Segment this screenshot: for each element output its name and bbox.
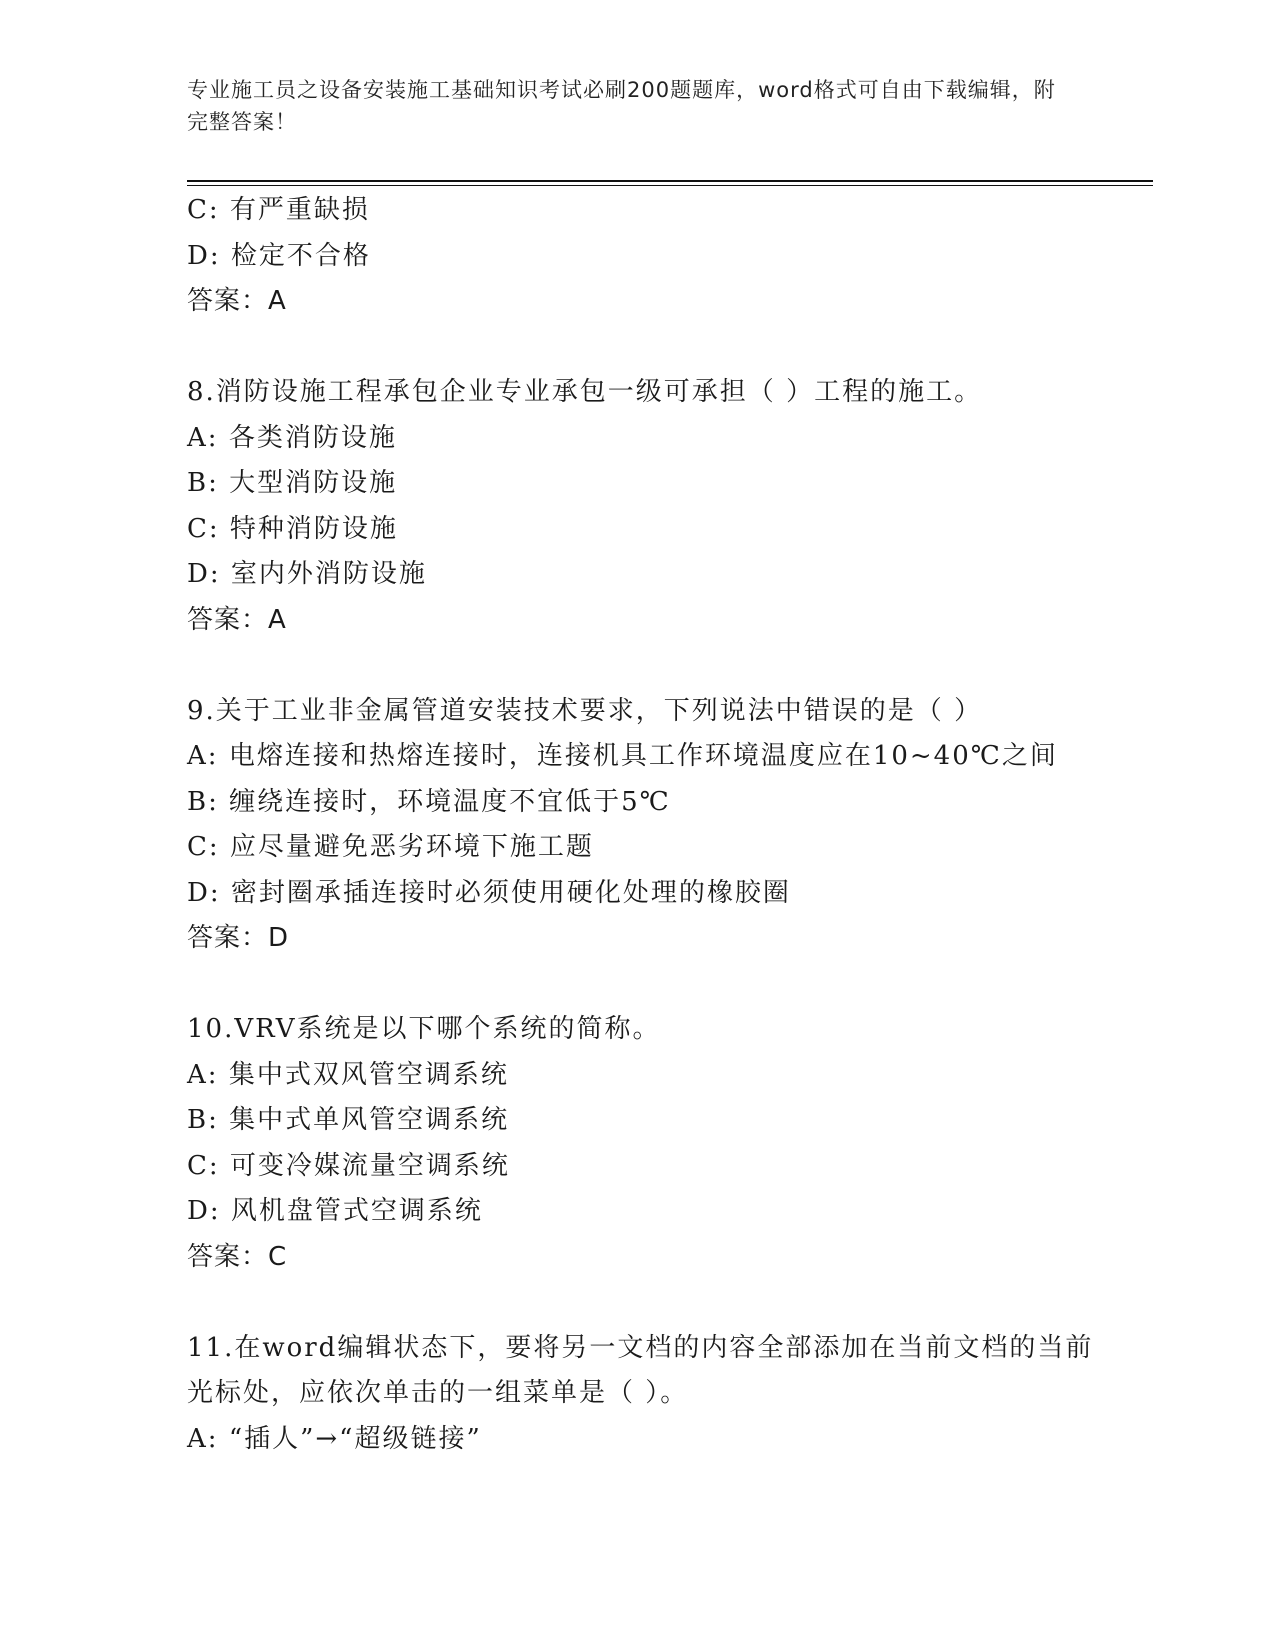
question-stem: 9.关于工业非金属管道安装技术要求，下列说法中错误的是（ ） (187, 695, 983, 726)
option-text: 缠绕连接时，环境温度不宜低于5℃ (229, 786, 671, 817)
option-text: 有严重缺损 (229, 195, 370, 225)
spacer (187, 643, 1107, 689)
option-key: C: (187, 1150, 220, 1181)
option-c (187, 188, 1107, 234)
option-key: A: (187, 741, 219, 771)
page-header (187, 74, 1067, 138)
option-key: B: (187, 1105, 219, 1135)
option-text: 集中式双风管空调系统 (228, 1059, 509, 1090)
option-text: 风机盘管式空调系统 (230, 1196, 483, 1226)
answer-line (187, 916, 1107, 962)
option-text: 应尽量避免恶劣环境下施工题 (229, 832, 594, 862)
option-c (187, 1144, 1107, 1190)
option-key: A: (187, 1423, 219, 1454)
option-key: A: (187, 1059, 219, 1090)
question-stem: 11.在word编辑状态下，要将另一文档的内容全部添加在当前文档的当前光标处，应依次单击的一组菜单是（ ）。 (187, 1332, 1094, 1408)
option-text: 特种消防设施 (229, 513, 398, 544)
option-key: B: (187, 468, 219, 498)
answer-value: A (268, 286, 287, 316)
option-b (187, 461, 1107, 507)
header-rule-thick (187, 180, 1153, 182)
spacer (187, 962, 1107, 1008)
option-text: 集中式单风管空调系统 (229, 1105, 510, 1135)
answer-label: 答案： (187, 604, 269, 635)
option-text: 室内外消防设施 (230, 559, 427, 589)
option-key: D: (187, 240, 221, 271)
answer-value: C (268, 1241, 288, 1272)
option-text: 大型消防设施 (229, 468, 398, 498)
option-text: 电熔连接和热熔连接时，连接机具工作环境温度应在10~40℃之间 (228, 741, 1058, 771)
option-key: D: (187, 559, 221, 589)
option-c (187, 825, 1107, 871)
question-content (187, 188, 1107, 1462)
answer-label: 答案： (187, 1241, 269, 1272)
answer-line (187, 279, 1107, 325)
option-a (187, 1417, 1107, 1463)
document-title: 专业施工员之设备安装施工基础知识考试必刷200题题库，word格式可自由下载编辑，附完整答案！ (187, 78, 1056, 134)
option-d (187, 871, 1107, 917)
option-b (187, 780, 1107, 826)
question-stem: 8.消防设施工程承包企业专业承包一级可承担（ ）工程的施工。 (187, 377, 983, 407)
option-b (187, 1098, 1107, 1144)
option-text: 可变冷媒流量空调系统 (229, 1150, 510, 1181)
option-key: C: (187, 195, 220, 225)
answer-label: 答案： (187, 286, 269, 316)
option-key: C: (187, 513, 220, 544)
header-rule-thin (187, 185, 1153, 186)
option-key: B: (187, 786, 219, 817)
option-d (187, 234, 1107, 280)
option-text: 检定不合格 (230, 240, 371, 271)
option-key: D: (187, 877, 221, 908)
option-a (187, 1053, 1107, 1099)
question-stem: 10.VRV系统是以下哪个系统的简称。 (187, 1014, 661, 1044)
option-key: C: (187, 832, 220, 862)
option-key: D: (187, 1196, 221, 1226)
answer-value: A (268, 604, 287, 635)
option-text: 密封圈承插连接时必须使用硬化处理的橡胶圈 (230, 877, 791, 908)
option-text: 各类消防设施 (228, 422, 397, 453)
option-a (187, 416, 1107, 462)
option-a (187, 734, 1107, 780)
option-d (187, 1189, 1107, 1235)
spacer (187, 325, 1107, 371)
option-d (187, 552, 1107, 598)
answer-label: 答案： (187, 923, 269, 953)
option-text: “插人”→“超级链接” (228, 1423, 482, 1454)
option-c (187, 507, 1107, 553)
spacer (187, 1280, 1107, 1326)
answer-value: D (268, 923, 290, 953)
answer-line (187, 1235, 1107, 1281)
option-key: A: (187, 422, 219, 453)
answer-line (187, 598, 1107, 644)
